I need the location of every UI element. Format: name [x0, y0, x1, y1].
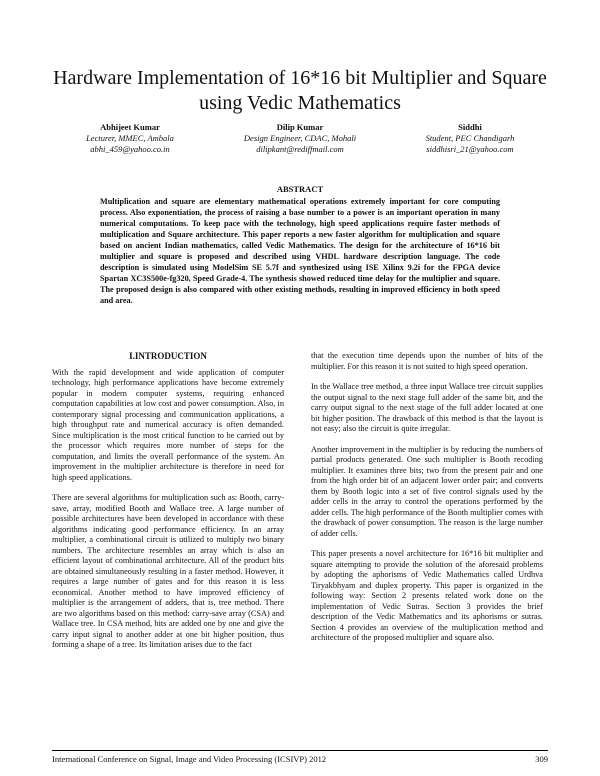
author-affiliation: Lecturer, MMEC, Ambala — [86, 133, 174, 143]
paragraph: With the rapid development and wide application of computer technology, high performance applications have become extremely popular in modern computer systems, requiring enhanced computation capabilities at low cost and power consumption. Also, in contemporary signal processing and communication applications, a high throughput rate and numerical accuracy is often demanded. Since multiplication is the most critical function to be carried out by the processor which requires more number of steps for the computation, and limits the overall performance of the system. An improvement in the multiplier architecture is therefore in need for high speed applications. — [52, 367, 284, 482]
author-email: siddhisri_21@yahoo.com — [426, 144, 514, 154]
author-email: abhi_459@yahoo.co.in — [90, 144, 170, 154]
author-affiliation: Design Engineer, CDAC, Mohali — [243, 133, 357, 143]
left-column — [52, 351, 284, 661]
author-name: Abhijeet Kumar — [100, 122, 160, 132]
paragraph: There are several algorithms for multiplication such as: Booth, carry-save, array, modified Booth and Wallace tree. A large number of possible architectures have been developed in accordance with these algorithms indicating good performance efficiency. In an array multiplier, a combinational circuit is utilized to multiply two binary numbers. The architecture resembles an array which is also an efficient layout of combinational architecture. All of the product bits are obtained simultaneously resulting in a faster method. However, it requires a large number of gates and for this reason it is less economical. Another method to have improved efficiency of multiplier is the arrangement of adders, that is, tree method. There are two algorithms based on this method: carry-save array (CSA) and Wallace tree. In CSA method, bits are added one by one and give the carry input signal to another adder at one bit higher position, thus forming a shape of a tree. Its limitation arises due to the fact — [52, 493, 284, 649]
author-3 — [395, 122, 545, 155]
footer-divider — [52, 750, 548, 751]
author-name: Dilip Kumar — [276, 122, 324, 132]
author-1 — [55, 122, 205, 155]
author-list — [55, 122, 545, 155]
section-heading: I.INTRODUCTION — [129, 351, 207, 361]
paragraph: that the execution time depends upon the number of bits of the multiplier. For this reason it is not suited to high speed operation. — [311, 351, 543, 371]
paragraph: Another improvement in the multiplier is by reducing the numbers of partial products generated. One such multiplier is Booth recoding multiplier. It examines three bits; two from the present pair and one from the high order bit of an adjacent lower order pair; and converts them by Booth logic into a set of five control signals used by the adder cells in the array to control the operations performed by the adder cells. The high performance of the Booth multiplier comes with the drawback of power consumption. The reason is the large number of adder cells. — [311, 444, 543, 538]
right-column — [311, 351, 543, 654]
abstract-text: Multiplication and square are elementary mathematical operations extremely important for core computing process. Also exponentiation, the process of raising a base number to a power is an important operation in many numerical computations. To keep pace with the technology, high speed applications require faster methods of multiplication and Square architecture. This paper reports a new faster algorithm for multiplication and square based on ancient Indian mathematics, called Vedic Mathematics. The design for the architecture of 16*16 bit multiplier and square is proposed and described using VHDL hardware description language. The code description is simulated using ModelSim SE 5.7f and synthesized using ISE Xilinx 9.2i for the FPGA device Spartan XC3S500e-fg320, Speed Grade-4. The synthesis showed reduced time delay for the multiplier and square. The proposed design is also compared with other existing methods, resulting in improved efficiency in both speed and area. — [100, 197, 500, 305]
page-number: 309 — [535, 754, 548, 764]
paragraph: In the Wallace tree method, a three input Wallace tree circuit supplies the output signal to the next stage full adder of the same bit, and the carry output signal to the next stage of the full adder located at one bit higher position. The drawback of this method is that the layout is not easy; also the circuit is quite irregular. — [311, 382, 543, 433]
paper-title: Hardware Implementation of 16*16 bit Multiplier and Square using Vedic Mathematics — [53, 67, 547, 114]
author-affiliation: Student, PEC Chandigarh — [425, 133, 515, 143]
paragraph: This paper presents a novel architecture for 16*16 bit multiplier and square attempting to provide the solution of the aforesaid problems by adopting the aphorisms of Vedic Mathematics called Urdhva Tiryakbhyam and duplex property. This paper is organized in the following way: Section 2 presents related work done on the implementation of Vedic Sutras. Section 3 provides the brief description of the Vedic Mathematics and its aphorisms or sutras. Section 4 provides an overview of the multiplication method and architecture of the proposed multiplier and square also. — [311, 549, 543, 642]
footer-conference: International Conference on Signal, Image and Video Processing (ICSIVP) 2012 — [52, 754, 327, 764]
author-name: Siddhi — [458, 122, 482, 132]
author-2 — [225, 122, 375, 155]
author-email: dilipkant@rediffmail.com — [256, 144, 344, 154]
abstract-heading: ABSTRACT — [276, 184, 324, 194]
